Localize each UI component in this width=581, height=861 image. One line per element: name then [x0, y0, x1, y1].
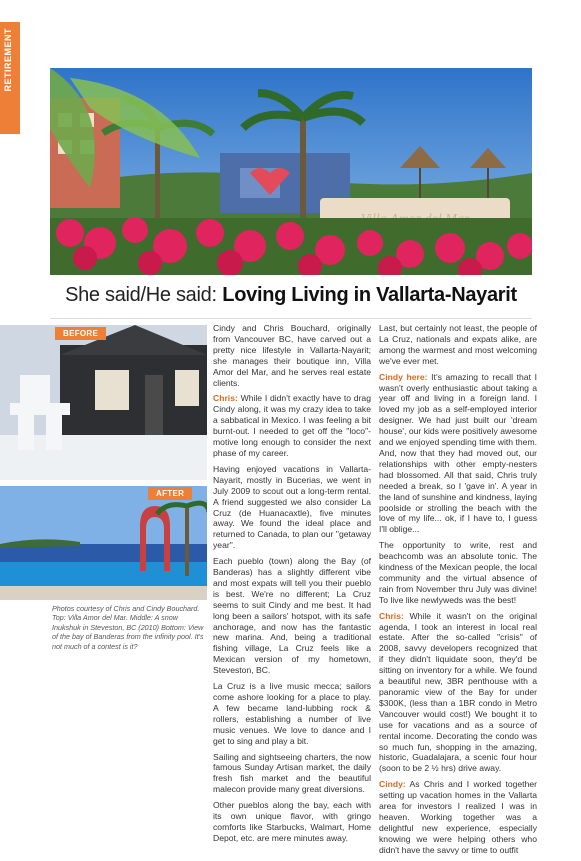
- photo-caption: Photos courtesy of Chris and Cindy Bouchard. Top: Villa Amor del Mar. Middle: A snow Inukshuk in Steveston, BC (2010) Bottom: View of the bay of Banderas from the infinity pool. It's not much of a contest is it?: [52, 604, 204, 651]
- before-photo: [0, 325, 207, 480]
- paragraph: Having enjoyed vacations in Vallarta-Nayarit, mostly in Bucerias, we went in July 2009 to scout out a long-term rental. A friend suggested we also consider La Cruz (de Huanacaxtle), five minutes away. We found the ideal place and returned to Canada, to plan our "getaway year".: [213, 463, 371, 551]
- paragraph: Chris: While I didn't exactly have to drag Cindy along, it was my crazy idea to take a sabbatical in Mexico. I was feeling a bit burnt-out. I needed to get off the "loco"- motive long enough to consider the next phase of my career.: [213, 393, 371, 458]
- article-title-main: Loving Living in Vallarta-Nayarit: [222, 284, 517, 306]
- paragraph: Sailing and sightseeing charters, the now famous Sunday Artisan market, the daily fresh fish market and the beautiful malecon provide many great diversions.: [213, 751, 371, 795]
- article-column-2: [379, 323, 537, 861]
- paragraph: La Cruz is a live music mecca; sailors come ashore looking for a place to play. A few became land-lubbing rock & rollers, establishing a number of live music venues. We love to dance and I get to sing and play a bit.: [213, 681, 371, 746]
- section-tab: [0, 22, 20, 134]
- paragraph: The opportunity to write, rest and beachcomb was an absolute tonic. The kindness of the Mexican people, the local community and the virtual absence of rain from November thru July was divine! To live like newlyweds was the best!: [379, 540, 537, 605]
- hero-photo-villa: [50, 68, 532, 275]
- after-badge: AFTER: [148, 487, 192, 500]
- article-title-prefix: She said/He said:: [65, 284, 217, 306]
- after-photo: [0, 486, 207, 600]
- speaker-label: Chris:: [213, 393, 238, 404]
- speaker-label: Chris:: [379, 610, 404, 621]
- hero-photo-illustration: [50, 68, 532, 275]
- paragraph: Each pueblo (town) along the Bay (of Banderas) has a slightly different vibe and most expats will tell you their pueblo is best. We're no different; La Cruz seems to suit Cindy and me best. It had long been a sailors' hotspot, with its safe anchorage, and now has the fantastic new marina. And, being a traditional fishing village, La Cruz feels like a Mexican version of my hometown, Steveston, BC.: [213, 556, 371, 676]
- section-tab-label: RETIREMENT: [3, 28, 13, 92]
- speaker-label: Cindy here:: [379, 371, 428, 382]
- paragraph: Cindy and Chris Bouchard, originally from Vancouver BC, have carved out a pretty nice lifestyle in Vallarta-Nayarit; she manages their boutique inn, Villa Amor del Mar, and he serves real estate clients.: [213, 323, 371, 388]
- article-title: [50, 280, 532, 310]
- title-divider: [50, 318, 532, 319]
- paragraph: Last, but certainly not least, the people of La Cruz, nationals and expats alike, are among the warmest and most welcoming we've ever met.: [379, 323, 537, 366]
- after-photo-illustration: [0, 486, 207, 600]
- paragraph: Cindy here: It's amazing to recall that I wasn't overly enthusiastic about taking a year off and living in a foreign land. I loved my job as a self-employed interior designer. We had just built our 'dream house', our kids were positively awesome and we enjoyed spending time with them. And, now that they had moved out, our relationships with other empty-nesters had blossomed. All that said, Chris truly needed a break, so I 'gave in'. A year in the land of sunshine and kindness, laying poolside or strolling the beach with the love of my life... ok, if I have to, I guess I'll oblige...: [379, 371, 537, 535]
- before-photo-illustration: [0, 325, 207, 480]
- paragraph: Other pueblos along the bay, each with its own unique flavor, with gringo comforts like Starbucks, Walmart, Home Depot, etc. are mere minutes away.: [213, 800, 371, 843]
- paragraph: Chris: While it wasn't on the original agenda, I took an interest in local real estate. After the so-called "crisis" of 2008, savvy developers recognized that if they didn't liquidate soon, they'd be sitting on inventory for a while. We found a beautiful new, 3BR penthouse with a panoramic view of the Bay for under $300K, (less than a 1BR condo in Metro Vancouver would cost!) We bought it to use for vacations and as a source of rental income. Decorating the condo was so much fun, shopping in the amazing, historic, Guadalajara, a scenic four hour (soon to be 2 ½ hrs) drive away.: [379, 610, 537, 774]
- before-badge: BEFORE: [55, 327, 106, 340]
- speaker-label: Cindy:: [379, 779, 406, 790]
- paragraph: Cindy: As Chris and I worked together setting up vacation homes in the Vallarta area for investors I realized I was in heaven. Working together was a delightful new experience, especially knowing we were helping others who didn't have the savvy or time to outfit: [379, 779, 537, 855]
- article-column-1: [213, 323, 371, 849]
